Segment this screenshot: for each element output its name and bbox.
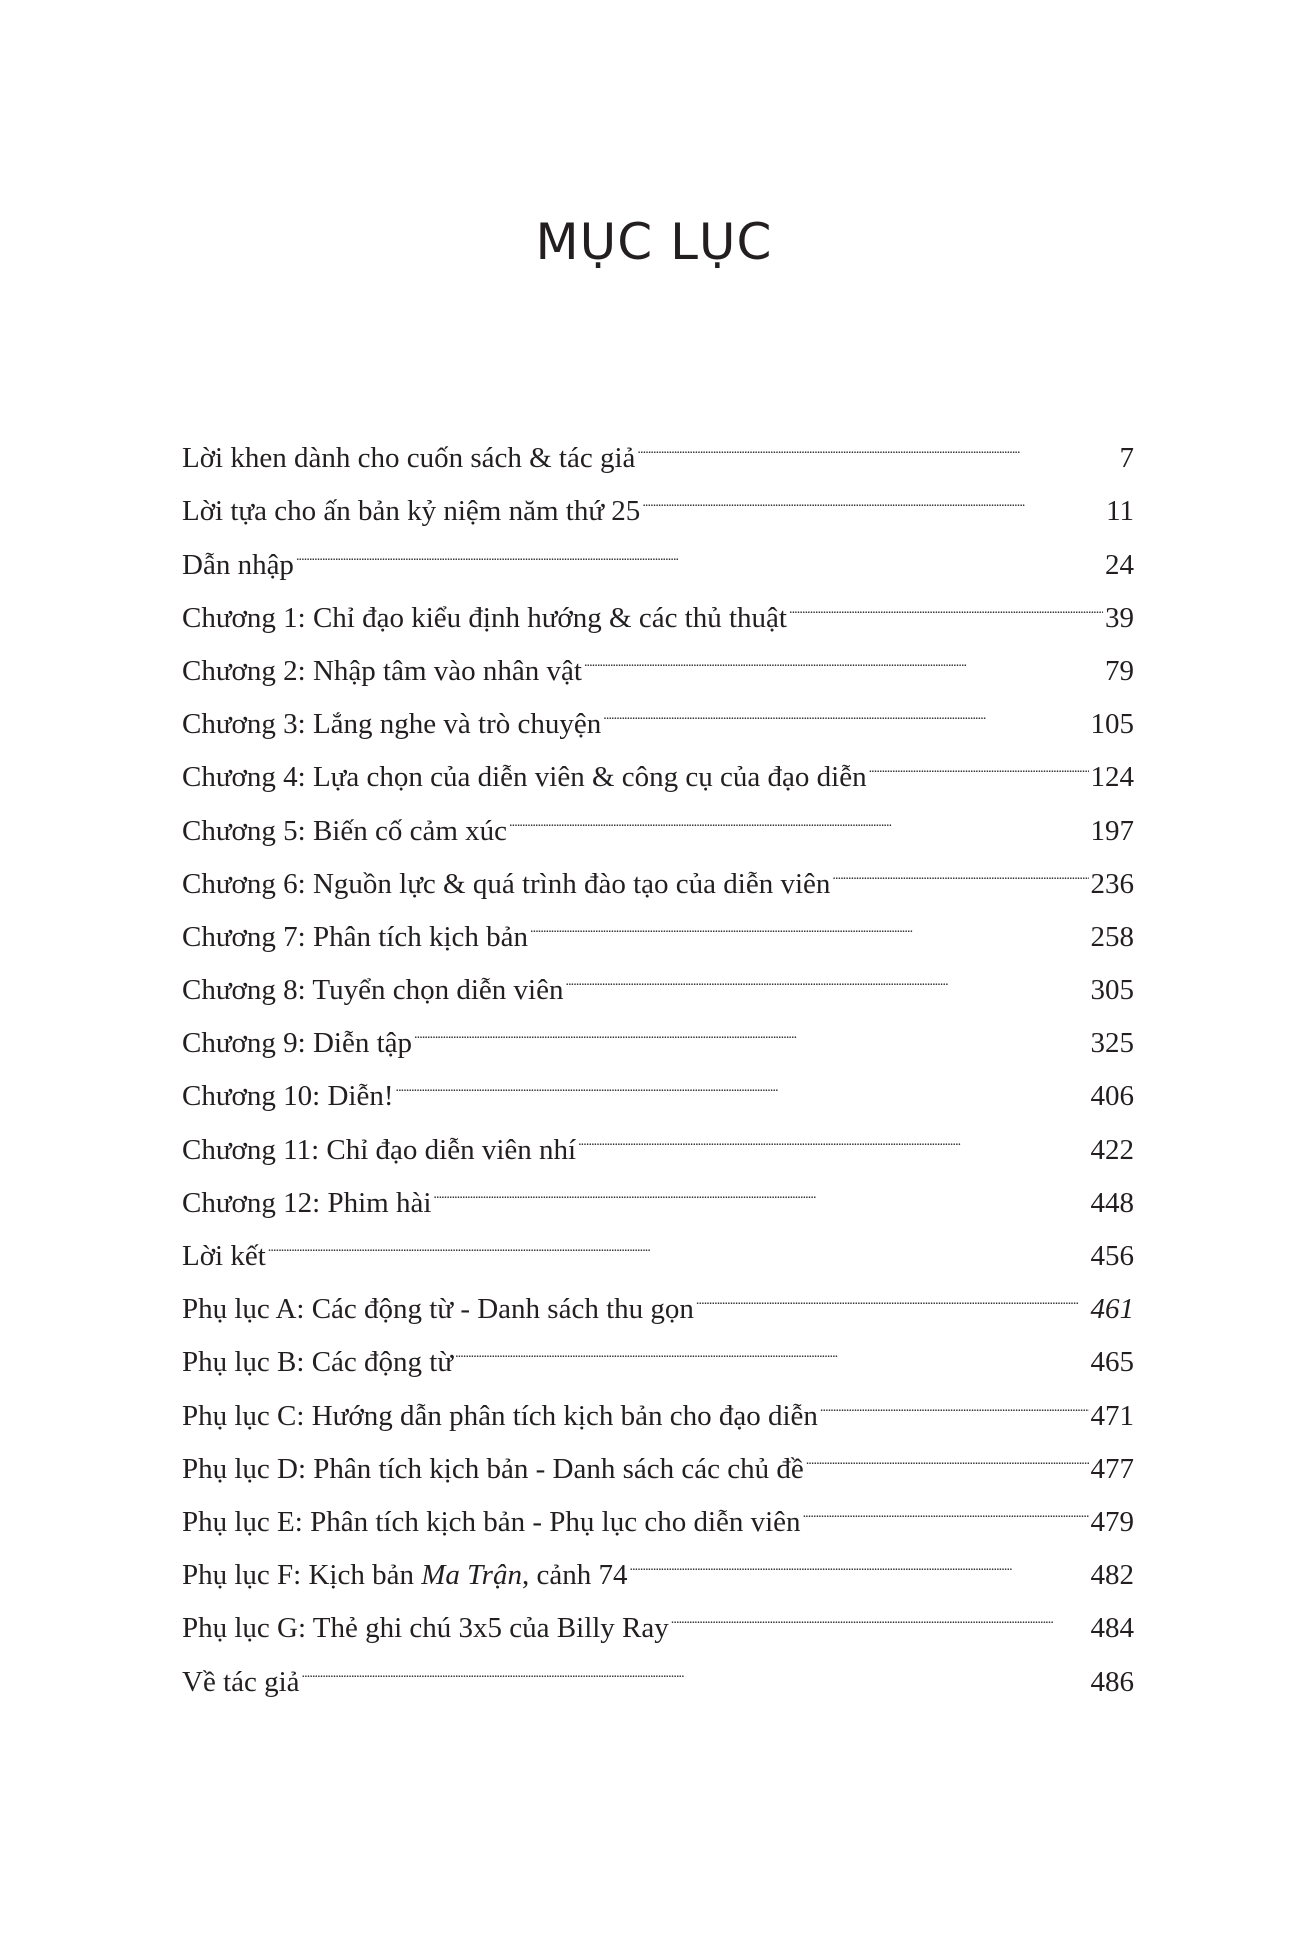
dot-leader — [433, 1159, 1088, 1212]
toc-entry-title: Phụ lục G: Thẻ ghi chú 3x5 của Billy Ray — [182, 1612, 669, 1645]
toc-entry[interactable] — [182, 574, 1134, 634]
toc-entry-title: Chương 2: Nhập tâm vào nhân vật — [182, 654, 582, 687]
toc-entry-page: 406 — [1090, 1080, 1134, 1113]
dot-leader — [509, 786, 1088, 839]
toc-entry-page: 484 — [1090, 1612, 1134, 1645]
toc-entry-page: 236 — [1090, 867, 1134, 900]
toc-entry-title: Lời kết — [182, 1240, 266, 1272]
toc-entry-title: Chương 4: Lựa chọn của diễn viên & công cụ của đạo diễn — [182, 761, 867, 794]
toc-entry-title: Về tác giả — [182, 1665, 300, 1698]
dot-leader — [530, 893, 1089, 946]
toc-entry-title-prefix: Phụ lục F: Kịch bản — [182, 1559, 422, 1592]
table-of-contents — [182, 414, 1134, 1698]
dot-leader — [869, 733, 1089, 786]
toc-entry-page: 471 — [1090, 1399, 1134, 1432]
toc-entry-title: Phụ lục B: Các động từ — [182, 1346, 454, 1379]
toc-entry-page: 482 — [1090, 1559, 1134, 1592]
toc-entry-page: 124 — [1090, 761, 1134, 794]
toc-entry-page: 486 — [1090, 1665, 1134, 1698]
toc-entry-title: Chương 12: Phim hài — [182, 1186, 432, 1219]
toc-entry-title-suffix: , cảnh 74 — [521, 1559, 628, 1592]
toc-entry[interactable] — [182, 1212, 1134, 1272]
toc-entry-page: 479 — [1090, 1505, 1134, 1538]
dot-leader — [302, 1637, 1089, 1690]
toc-entry-title: Chương 3: Lắng nghe và trò chuyện — [182, 708, 602, 741]
toc-entry-title: Chương 6: Nguồn lực & quá trình đào tạo của diễn viên — [182, 867, 831, 900]
toc-entry-page: 105 — [1090, 708, 1134, 741]
toc-entry-title-italic: Ma Trận — [421, 1559, 522, 1592]
toc-entry-title — [182, 1549, 627, 1602]
dot-leader — [642, 467, 1104, 520]
dot-leader — [696, 1265, 1089, 1318]
toc-entry-page: 477 — [1090, 1452, 1134, 1485]
toc-entry-page: 258 — [1090, 920, 1134, 953]
dot-leader — [820, 1371, 1089, 1424]
dot-leader — [455, 1318, 1088, 1371]
dot-leader — [603, 680, 1088, 733]
toc-entry-title: Chương 1: Chỉ đạo kiểu định hướng & các thủ thuật — [182, 601, 787, 634]
toc-entry-title: Phụ lục C: Hướng dẫn phân tích kịch bản cho đạo diễn — [182, 1399, 818, 1432]
toc-entry-title: Chương 10: Diễn! — [182, 1080, 394, 1113]
dot-leader — [789, 574, 1103, 627]
toc-entry-page: 7 — [1119, 442, 1134, 475]
toc-entry-page: 197 — [1090, 814, 1134, 847]
toc-entry-title: Chương 7: Phân tích kịch bản — [182, 920, 528, 953]
toc-entry-title: Chương 9: Diễn tập — [182, 1027, 413, 1060]
toc-entry-page: 39 — [1105, 601, 1134, 634]
toc-entry-title: Chương 8: Tuyển chọn diễn viên — [182, 974, 564, 1007]
toc-entry[interactable] — [182, 414, 1134, 475]
toc-entry-page: 11 — [1106, 495, 1134, 528]
toc-entry-page: 79 — [1105, 654, 1134, 687]
toc-entry-title: Chương 5: Biến cố cảm xúc — [182, 814, 508, 847]
toc-entry-page: 325 — [1090, 1027, 1134, 1060]
toc-entry-title: Lời tựa cho ấn bản kỷ niệm năm thứ 25 — [182, 495, 641, 528]
toc-entry[interactable] — [182, 520, 1134, 581]
toc-entry[interactable] — [182, 1265, 1134, 1326]
dot-leader — [832, 840, 1088, 893]
toc-entry-page: 305 — [1090, 974, 1134, 1007]
dot-leader — [578, 1105, 1088, 1158]
toc-entry-title: Phụ lục D: Phân tích kịch bản - Danh sách các chủ đề — [182, 1452, 804, 1485]
toc-entry-page: 422 — [1090, 1133, 1134, 1166]
toc-entry-title: Phụ lục A: Các động từ - Danh sách thu gọn — [182, 1293, 694, 1326]
toc-entry-page: 24 — [1105, 548, 1134, 581]
dot-leader — [671, 1584, 1089, 1637]
toc-entry-title: Phụ lục E: Phân tích kịch bản - Phụ lục cho diễn viên — [182, 1505, 801, 1538]
dot-leader — [414, 999, 1088, 1052]
toc-entry[interactable] — [182, 1637, 1134, 1698]
dot-leader — [296, 520, 1103, 573]
toc-entry-page: 456 — [1090, 1240, 1134, 1272]
dot-leader — [395, 1052, 1088, 1105]
dot-leader — [803, 1478, 1089, 1531]
toc-entry-title: Lời khen dành cho cuốn sách & tác giả — [182, 442, 636, 475]
toc-entry-page: 448 — [1090, 1186, 1134, 1219]
dot-leader — [268, 1212, 1089, 1265]
toc-entry-title: Dẫn nhập — [182, 548, 294, 581]
toc-entry-page: 465 — [1090, 1346, 1134, 1379]
toc-entry-page: 461 — [1090, 1293, 1134, 1326]
page-title: MỤC LỤC — [535, 213, 773, 271]
dot-leader — [584, 627, 1103, 680]
toc-entry-title: Chương 11: Chỉ đạo diễn viên nhí — [182, 1133, 577, 1166]
dot-leader — [806, 1425, 1089, 1478]
dot-leader — [637, 414, 1117, 467]
dot-leader — [629, 1531, 1088, 1584]
dot-leader — [565, 946, 1088, 999]
